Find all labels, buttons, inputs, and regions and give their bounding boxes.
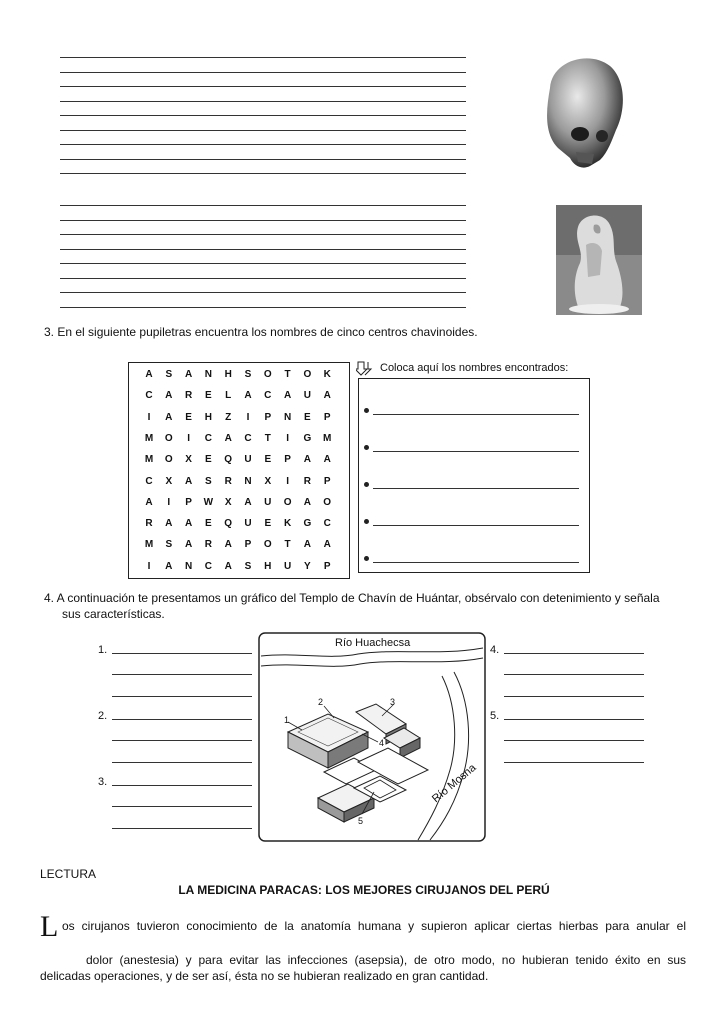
- grid-letter[interactable]: U: [283, 560, 292, 572]
- grid-letter[interactable]: R: [224, 475, 232, 487]
- grid-letter[interactable]: A: [303, 496, 311, 508]
- grid-letter[interactable]: A: [224, 432, 232, 444]
- writing-line-middle-6[interactable]: [60, 278, 466, 279]
- grid-letter[interactable]: Q: [224, 454, 233, 466]
- grid-row: [129, 493, 349, 513]
- grid-letter[interactable]: O: [263, 369, 272, 380]
- feature-line-3a[interactable]: [112, 785, 252, 786]
- writing-line-middle-1[interactable]: [60, 205, 466, 206]
- answer-line-3[interactable]: [373, 488, 579, 489]
- writing-line-top-2[interactable]: [60, 72, 466, 73]
- grid-letter[interactable]: H: [224, 369, 232, 380]
- bullet-icon: [364, 482, 369, 487]
- writing-line-top-1[interactable]: [60, 57, 466, 58]
- map-marker-3: 3: [390, 697, 396, 707]
- grid-letter[interactable]: I: [246, 411, 250, 423]
- grid-letter[interactable]: A: [184, 518, 193, 530]
- grid-letter[interactable]: M: [144, 539, 154, 551]
- grid-letter[interactable]: S: [244, 560, 252, 572]
- grid-letter[interactable]: N: [244, 475, 252, 487]
- grid-row: [129, 557, 349, 577]
- grid-letter[interactable]: A: [224, 539, 232, 551]
- grid-letter[interactable]: A: [165, 390, 173, 402]
- grid-letter[interactable]: S: [205, 475, 212, 487]
- grid-letter[interactable]: T: [284, 369, 291, 380]
- grid-letter[interactable]: R: [204, 539, 212, 551]
- word-search-grid[interactable]: [128, 362, 350, 579]
- grid-letter[interactable]: K: [283, 518, 292, 530]
- map-marker-5: 5: [358, 816, 364, 826]
- grid-letter[interactable]: C: [264, 390, 272, 402]
- answer-instruction: Coloca aquí los nombres encontrados:: [380, 362, 569, 374]
- writing-line-middle-3[interactable]: [60, 234, 466, 235]
- writing-line-top-3[interactable]: [60, 86, 466, 87]
- grid-letter[interactable]: X: [264, 475, 272, 487]
- grid-letter[interactable]: A: [303, 539, 311, 551]
- feature-line-4c[interactable]: [504, 696, 644, 697]
- grid-letter[interactable]: O: [164, 454, 173, 466]
- writing-line-top-6[interactable]: [60, 130, 466, 131]
- lectura-line-3: delicadas operaciones, y de ser así, ésta no se hubieran realizado en gran cantidad.: [40, 969, 489, 983]
- grid-letter[interactable]: C: [204, 560, 212, 572]
- grid-letter[interactable]: H: [204, 411, 212, 423]
- map-marker-2: 2: [318, 697, 324, 707]
- grid-letter[interactable]: T: [264, 432, 271, 444]
- label-4: 4.: [490, 644, 500, 656]
- bullet-icon: [364, 445, 369, 450]
- skull-image: [530, 48, 630, 178]
- grid-letter[interactable]: C: [323, 518, 331, 530]
- grid-letter[interactable]: P: [323, 560, 331, 572]
- grid-letter[interactable]: I: [286, 432, 289, 444]
- grid-letter[interactable]: N: [204, 369, 212, 380]
- grid-letter[interactable]: P: [264, 411, 272, 423]
- grid-letter[interactable]: H: [264, 560, 272, 572]
- grid-letter[interactable]: Z: [225, 411, 232, 423]
- grid-letter[interactable]: E: [264, 518, 272, 530]
- grid-letter[interactable]: U: [264, 496, 272, 508]
- writing-line-top-9[interactable]: [60, 173, 466, 174]
- grid-letter[interactable]: A: [224, 560, 232, 572]
- grid-letter[interactable]: E: [205, 454, 212, 466]
- grid-row: [129, 408, 349, 428]
- grid-letter[interactable]: E: [304, 411, 311, 423]
- feature-line-3b[interactable]: [112, 806, 252, 807]
- grid-letter[interactable]: N: [283, 411, 292, 423]
- grid-letter[interactable]: A: [323, 390, 331, 402]
- writing-line-top-7[interactable]: [60, 144, 466, 145]
- label-1: 1.: [98, 644, 108, 656]
- feature-line-1c[interactable]: [112, 696, 252, 697]
- feature-line-2c[interactable]: [112, 762, 252, 763]
- grid-letter[interactable]: A: [323, 454, 331, 466]
- feature-line-1a[interactable]: [112, 653, 252, 654]
- label-5: 5.: [490, 710, 500, 722]
- grid-letter[interactable]: M: [144, 454, 154, 466]
- grid-letter[interactable]: N: [184, 560, 193, 572]
- grid-letter[interactable]: O: [323, 496, 332, 508]
- grid-letter[interactable]: Y: [304, 560, 311, 572]
- answer-line-4[interactable]: [373, 525, 579, 526]
- grid-letter[interactable]: U: [244, 454, 252, 466]
- question-4-prompt: 4. A continuación te presentamos un gráfico del Templo de Chavín de Huántar, obsérvalo con detenimiento y señala: [44, 591, 660, 605]
- grid-letter[interactable]: A: [244, 496, 252, 508]
- map-marker-4: 4: [379, 738, 385, 748]
- grid-letter[interactable]: O: [283, 496, 292, 508]
- answer-line-5[interactable]: [373, 562, 579, 563]
- grid-letter[interactable]: P: [185, 496, 192, 508]
- grid-letter[interactable]: P: [244, 539, 252, 551]
- bullet-icon: [364, 408, 369, 413]
- grid-letter[interactable]: I: [147, 411, 151, 423]
- feature-line-4a[interactable]: [504, 653, 644, 654]
- bullet-icon: [364, 556, 369, 561]
- grid-letter[interactable]: A: [303, 454, 311, 466]
- grid-letter[interactable]: I: [286, 475, 289, 487]
- grid-letter[interactable]: S: [165, 539, 173, 551]
- lectura-line-2: dolor (anestesia) y para evitar las infecciones (asepsia), de otro modo, no hubieran tenido éxito en sus: [86, 953, 686, 967]
- feature-line-5a[interactable]: [504, 719, 644, 720]
- grid-letter[interactable]: A: [165, 560, 173, 572]
- drop-cap: L: [40, 910, 59, 943]
- grid-letter[interactable]: P: [284, 454, 291, 466]
- grid-letter[interactable]: K: [323, 369, 331, 380]
- grid-letter[interactable]: Q: [224, 518, 233, 530]
- grid-letter[interactable]: X: [165, 475, 173, 487]
- grid-row: [129, 514, 349, 534]
- feature-line-5b[interactable]: [504, 740, 644, 741]
- writing-line-top-8[interactable]: [60, 159, 466, 160]
- river-mosna-label: Río Mosna: [430, 761, 479, 806]
- grid-letter[interactable]: A: [165, 518, 173, 530]
- grid-row: [129, 429, 349, 449]
- answer-box: [358, 378, 590, 573]
- grid-letter[interactable]: C: [145, 475, 153, 487]
- grid-letter[interactable]: R: [184, 390, 193, 402]
- question-4-prompt-cont: sus características.: [62, 607, 165, 621]
- question-3-prompt: 3. En el siguiente pupiletras encuentra los nombres de cinco centros chavinoides.: [44, 325, 478, 339]
- grid-letter[interactable]: M: [144, 432, 154, 444]
- grid-letter[interactable]: A: [184, 475, 193, 487]
- writing-line-top-5[interactable]: [60, 115, 466, 116]
- grid-letter[interactable]: L: [225, 390, 232, 402]
- grid-letter[interactable]: I: [187, 432, 190, 444]
- grid-letter[interactable]: S: [165, 369, 173, 380]
- grid-letter[interactable]: A: [165, 411, 173, 423]
- grid-letter[interactable]: A: [184, 369, 193, 380]
- grid-letter[interactable]: X: [185, 454, 192, 466]
- grid-letter[interactable]: E: [205, 518, 212, 530]
- answer-line-2[interactable]: [373, 451, 579, 452]
- down-arrow-icon: [356, 360, 378, 376]
- writing-line-middle-5[interactable]: [60, 263, 466, 264]
- grid-row: [129, 365, 349, 385]
- grid-letter[interactable]: A: [244, 390, 252, 402]
- grid-row: [129, 472, 349, 492]
- grid-letter[interactable]: M: [323, 432, 332, 444]
- grid-letter[interactable]: A: [283, 390, 292, 402]
- feature-line-1b[interactable]: [112, 674, 252, 675]
- grid-letter[interactable]: O: [164, 432, 173, 444]
- writing-line-middle-7[interactable]: [60, 292, 466, 293]
- grid-letter[interactable]: C: [244, 432, 252, 444]
- writing-line-middle-2[interactable]: [60, 220, 466, 221]
- feature-line-2a[interactable]: [112, 719, 252, 720]
- grid-letter[interactable]: X: [224, 496, 232, 508]
- map-marker-1: 1: [284, 715, 290, 725]
- lectura-title: LA MEDICINA PARACAS: LOS MEJORES CIRUJANOS DEL PERÚ: [178, 883, 550, 897]
- grid-letter[interactable]: A: [145, 496, 153, 508]
- bullet-icon: [364, 519, 369, 524]
- grid-letter[interactable]: U: [303, 390, 311, 402]
- grid-row: [129, 386, 349, 406]
- grid-letter[interactable]: I: [147, 560, 151, 572]
- grid-letter[interactable]: U: [244, 518, 252, 530]
- grid-letter[interactable]: R: [145, 518, 153, 530]
- grid-letter[interactable]: S: [244, 369, 252, 380]
- grid-letter[interactable]: A: [184, 539, 193, 551]
- grid-row: [129, 450, 349, 470]
- grid-letter[interactable]: E: [185, 411, 192, 423]
- writing-line-top-4[interactable]: [60, 101, 466, 102]
- grid-letter[interactable]: G: [303, 518, 312, 530]
- grid-letter[interactable]: G: [303, 432, 312, 444]
- grid-letter[interactable]: R: [303, 475, 311, 487]
- temple-map: [258, 632, 486, 842]
- grid-letter[interactable]: C: [145, 390, 153, 402]
- grid-letter[interactable]: W: [203, 496, 214, 508]
- grid-letter[interactable]: O: [303, 369, 312, 380]
- grid-letter[interactable]: C: [204, 432, 212, 444]
- grid-letter[interactable]: I: [167, 496, 171, 508]
- grid-letter[interactable]: P: [323, 411, 331, 423]
- feature-line-4b[interactable]: [504, 674, 644, 675]
- feature-line-2b[interactable]: [112, 740, 252, 741]
- writing-line-middle-8[interactable]: [60, 307, 466, 308]
- grid-letter[interactable]: E: [205, 390, 212, 402]
- feature-line-5c[interactable]: [504, 762, 644, 763]
- grid-letter[interactable]: T: [284, 539, 291, 551]
- feature-line-3c[interactable]: [112, 828, 252, 829]
- grid-letter[interactable]: O: [263, 539, 272, 551]
- label-2: 2.: [98, 710, 108, 722]
- sculpture-image: [556, 205, 642, 315]
- grid-row: [129, 535, 349, 555]
- river-huachecsa-label: Río Huachecsa: [335, 637, 411, 649]
- grid-letter[interactable]: A: [145, 369, 153, 380]
- writing-line-middle-4[interactable]: [60, 249, 466, 250]
- lectura-line-1: os cirujanos tuvieron conocimiento de la anatomía humana y supieron aplicar ciertas hierbas para anular el: [62, 919, 686, 933]
- grid-letter[interactable]: A: [323, 539, 331, 551]
- label-3: 3.: [98, 776, 108, 788]
- grid-letter[interactable]: P: [323, 475, 331, 487]
- answer-line-1[interactable]: [373, 414, 579, 415]
- grid-letter[interactable]: E: [264, 454, 272, 466]
- lectura-label: LECTURA: [40, 867, 97, 881]
